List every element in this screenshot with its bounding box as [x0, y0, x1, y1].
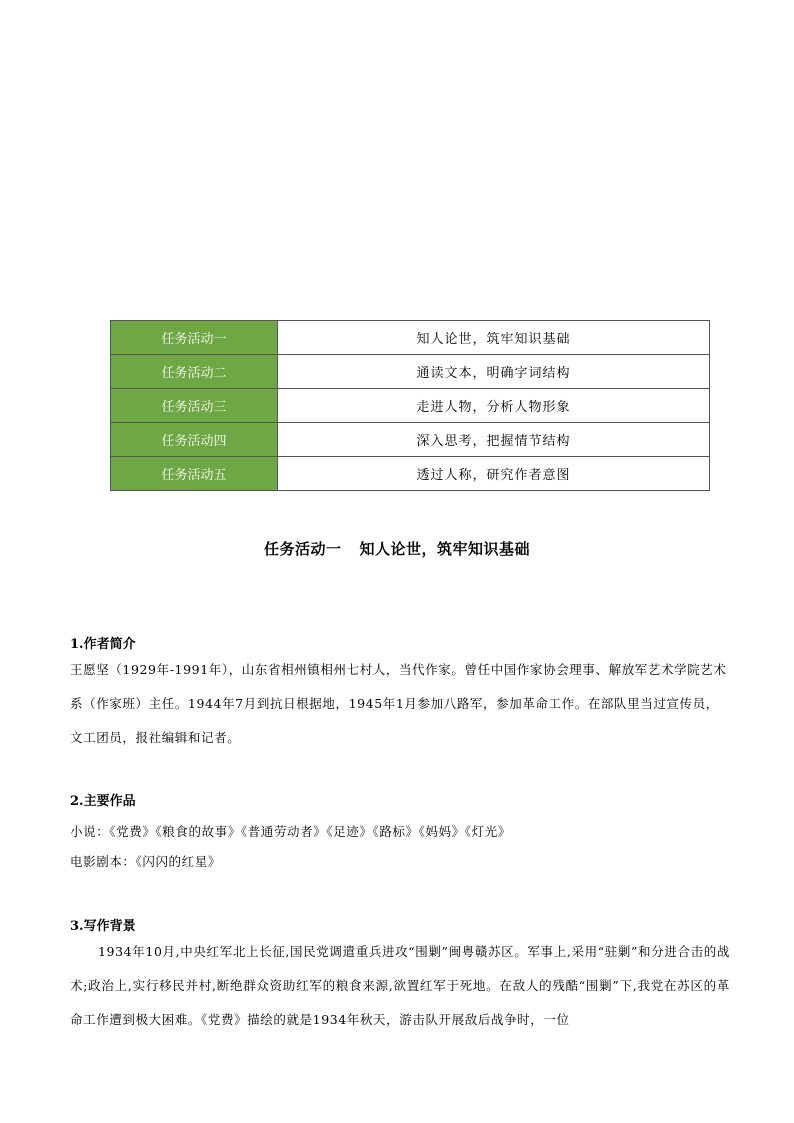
task-label: 任务活动四: [111, 423, 278, 457]
task-description: 透过人称，研究作者意图: [278, 457, 710, 491]
table-row: [111, 389, 710, 423]
heading-task-title: 知人论世，筑牢知识基础: [359, 540, 531, 558]
author-paragraph: 王愿坚（1929年-1991年），山东省相州镇相州七村人，当代作家。曾任中国作家协会理事、解放军艺术学院艺术系（作家班）主任。1944年7月到抗日根据地，1945年1月参加八路军，参加革命工作。在部队里当过宣传员，文工团员，报社编辑和记者。: [70, 662, 727, 745]
task-description: 知人论世，筑牢知识基础: [278, 321, 710, 355]
table-row: [111, 457, 710, 491]
task-label: 任务活动三: [111, 389, 278, 423]
works-novels: 小说：《党费》《粮食的故事》《普通劳动者》《足迹》《路标》《妈妈》《灯光》: [70, 824, 511, 839]
table-row: [111, 423, 710, 457]
background-section-title: 3.写作背景: [70, 919, 136, 934]
heading-task-name: 任务活动一: [263, 540, 342, 558]
task-label: 任务活动五: [111, 457, 278, 491]
works-section-title: 2.主要作品: [70, 794, 136, 809]
works-film: 电影剧本：《闪闪的红星》: [70, 854, 221, 869]
task-label: 任务活动二: [111, 355, 278, 389]
task-description: 走进人物，分析人物形象: [278, 389, 710, 423]
table-row: [111, 355, 710, 389]
task-table: [110, 320, 710, 491]
task-description: 通读文本，明确字词结构: [278, 355, 710, 389]
background-paragraph: 1934年10月,中央红军北上长征,国民党调遣重兵进攻“围剿”闽粤赣苏区。军事上,采用“驻剿”和分进合击的战术;政治上,实行移民并村,断绝群众资助红军的粮食来源,欲置红军于死地。在敌人的残酷“围剿”下,我党在苏区的革命工作遭到极大困难。《党费》描绘的就是1934年秋天，游击队开展敌后战争时，一位: [70, 944, 730, 1027]
author-section-title: 1.作者简介: [70, 637, 136, 652]
section-heading: [0, 538, 794, 559]
table-row: [111, 321, 710, 355]
task-label: 任务活动一: [111, 321, 278, 355]
task-description: 深入思考，把握情节结构: [278, 423, 710, 457]
